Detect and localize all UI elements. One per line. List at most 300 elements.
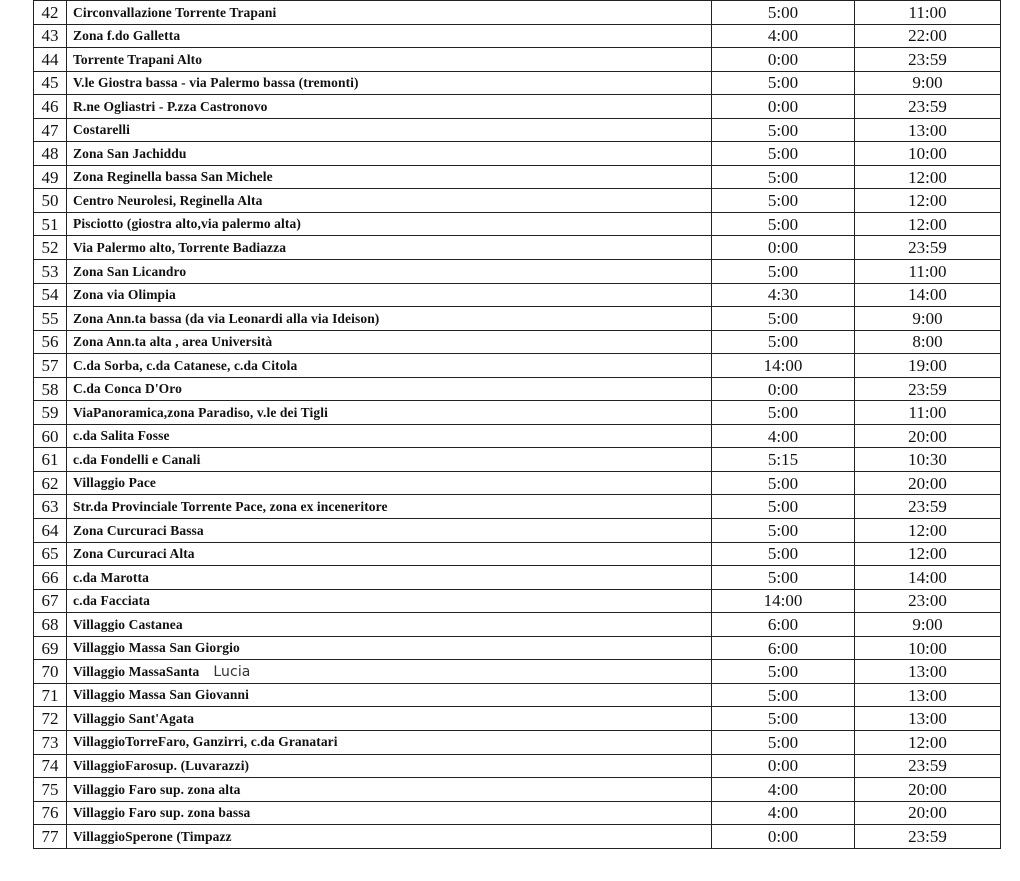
row-number-text: 47 xyxy=(41,120,59,140)
end-time-cell xyxy=(855,660,1001,684)
start-time-cell xyxy=(712,707,855,731)
end-time-cell xyxy=(855,71,1001,95)
start-time-text: 5:00 xyxy=(767,473,799,493)
end-time-text: 20:00 xyxy=(908,473,947,493)
table-row xyxy=(34,754,1001,778)
zone-name-text: Villaggio Massa San Giorgio xyxy=(73,640,240,656)
start-time-cell xyxy=(712,330,855,354)
zone-name-text: c.da Fondelli e Canali xyxy=(73,451,201,467)
end-time-cell xyxy=(855,189,1001,213)
table-row xyxy=(34,118,1001,142)
zone-name-cell xyxy=(67,354,712,378)
row-number-cell xyxy=(34,260,67,284)
row-number-text: 48 xyxy=(41,144,59,164)
table-row xyxy=(34,307,1001,331)
zone-name-text: Villaggio Faro sup. zona alta xyxy=(73,781,241,797)
start-time-cell xyxy=(712,589,855,613)
table-row xyxy=(34,95,1001,119)
row-number-text: 42 xyxy=(41,2,59,22)
zone-name-text: V.le Giostra bassa - via Palermo bassa (tremonti) xyxy=(73,75,359,91)
end-time-cell xyxy=(855,707,1001,731)
end-time-cell xyxy=(855,95,1001,119)
end-time-cell xyxy=(855,401,1001,425)
zone-name-cell xyxy=(67,307,712,331)
end-time-text: 20:00 xyxy=(908,803,947,823)
zone-name-cell xyxy=(67,660,712,684)
start-time-text: 4:00 xyxy=(767,779,799,799)
zone-name-text: Costarelli xyxy=(73,122,130,138)
zone-name-cell xyxy=(67,283,712,307)
table-row xyxy=(34,212,1001,236)
row-number-cell xyxy=(34,401,67,425)
end-time-cell xyxy=(855,424,1001,448)
row-number-text: 57 xyxy=(41,355,59,375)
start-time-cell xyxy=(712,683,855,707)
zone-name-cell xyxy=(67,424,712,448)
zone-name-text: c.da Facciata xyxy=(73,593,151,609)
row-number-cell xyxy=(34,142,67,166)
schedule-table xyxy=(33,0,1001,849)
row-number-text: 61 xyxy=(41,450,59,470)
end-time-text: 9:00 xyxy=(912,308,943,328)
row-number-cell xyxy=(34,754,67,778)
schedule-table-body xyxy=(34,1,1001,849)
end-time-cell xyxy=(855,377,1001,401)
row-number-cell xyxy=(34,519,67,543)
table-row xyxy=(34,801,1001,825)
zone-name-text: Villaggio MassaSanta xyxy=(73,663,200,679)
start-time-text: 0:00 xyxy=(767,826,799,846)
handwritten-note: Lucia xyxy=(213,663,251,680)
row-number-cell xyxy=(34,95,67,119)
zone-name-text: Zona Ann.ta bassa (da via Leonardi alla via Ideison) xyxy=(73,310,380,326)
end-time-text: 20:00 xyxy=(908,426,947,446)
end-time-cell xyxy=(855,260,1001,284)
start-time-cell xyxy=(712,519,855,543)
row-number-text: 77 xyxy=(41,826,59,846)
table-row xyxy=(34,165,1001,189)
row-number-text: 55 xyxy=(41,308,59,328)
zone-name-text: Zona Curcuraci Bassa xyxy=(73,522,204,538)
start-time-cell xyxy=(712,71,855,95)
row-number-text: 75 xyxy=(41,779,59,799)
table-row xyxy=(34,401,1001,425)
end-time-text: 23:00 xyxy=(908,591,947,611)
zone-name-cell xyxy=(67,495,712,519)
end-time-text: 10:00 xyxy=(908,638,947,658)
row-number-text: 64 xyxy=(41,520,59,540)
zone-name-cell xyxy=(67,377,712,401)
row-number-cell xyxy=(34,613,67,637)
zone-name-cell xyxy=(67,260,712,284)
end-time-cell xyxy=(855,165,1001,189)
zone-name-text: Zona Ann.ta alta , area Università xyxy=(73,334,273,350)
zone-name-text: c.da Marotta xyxy=(73,569,149,585)
table-row xyxy=(34,589,1001,613)
zone-name-cell xyxy=(67,401,712,425)
start-time-cell xyxy=(712,401,855,425)
row-number-text: 60 xyxy=(41,426,59,446)
start-time-text: 5:00 xyxy=(767,214,799,234)
end-time-text: 11:00 xyxy=(908,261,947,281)
end-time-cell xyxy=(855,566,1001,590)
start-time-text: 0:00 xyxy=(767,238,799,258)
zone-name-text: ViaPanoramica,zona Paradiso, v.le dei Tigli xyxy=(73,404,328,420)
zone-name-text: Zona San Jachiddu xyxy=(73,145,187,161)
start-time-cell xyxy=(712,189,855,213)
row-number-text: 62 xyxy=(41,473,59,493)
zone-name-cell xyxy=(67,165,712,189)
end-time-text: 14:00 xyxy=(908,567,947,587)
row-number-cell xyxy=(34,471,67,495)
table-row xyxy=(34,424,1001,448)
end-time-text: 13:00 xyxy=(908,662,947,682)
start-time-text: 0:00 xyxy=(767,49,799,69)
start-time-text: 5:00 xyxy=(767,144,799,164)
end-time-cell xyxy=(855,212,1001,236)
row-number-cell xyxy=(34,778,67,802)
zone-name-cell xyxy=(67,212,712,236)
row-number-cell xyxy=(34,801,67,825)
start-time-cell xyxy=(712,424,855,448)
end-time-text: 11:00 xyxy=(908,2,947,22)
row-number-text: 68 xyxy=(41,614,59,634)
zone-name-cell xyxy=(67,801,712,825)
row-number-cell xyxy=(34,212,67,236)
zone-name-text: VillaggioSperone (Timpazz xyxy=(73,828,232,844)
row-number-cell xyxy=(34,165,67,189)
start-time-text: 5:15 xyxy=(767,450,799,470)
table-row xyxy=(34,613,1001,637)
table-row xyxy=(34,542,1001,566)
start-time-text: 6:00 xyxy=(767,638,799,658)
start-time-text: 0:00 xyxy=(767,756,799,776)
start-time-cell xyxy=(712,118,855,142)
table-row xyxy=(34,48,1001,72)
start-time-text: 5:00 xyxy=(767,73,799,93)
row-number-text: 74 xyxy=(41,756,59,776)
end-time-text: 23:59 xyxy=(908,379,947,399)
end-time-cell xyxy=(855,48,1001,72)
start-time-text: 5:00 xyxy=(767,403,799,423)
zone-name-cell xyxy=(67,825,712,849)
start-time-text: 14:00 xyxy=(763,591,803,611)
table-row xyxy=(34,660,1001,684)
end-time-text: 23:59 xyxy=(908,238,947,258)
table-row xyxy=(34,189,1001,213)
start-time-text: 5:00 xyxy=(767,191,799,211)
row-number-cell xyxy=(34,24,67,48)
start-time-cell xyxy=(712,778,855,802)
start-time-cell xyxy=(712,236,855,260)
end-time-text: 20:00 xyxy=(908,779,947,799)
zone-name-cell xyxy=(67,778,712,802)
table-row xyxy=(34,142,1001,166)
start-time-text: 5:00 xyxy=(767,567,799,587)
row-number-cell xyxy=(34,48,67,72)
table-row xyxy=(34,260,1001,284)
row-number-text: 58 xyxy=(41,379,59,399)
end-time-cell xyxy=(855,754,1001,778)
zone-name-cell xyxy=(67,636,712,660)
start-time-text: 6:00 xyxy=(767,614,799,634)
row-number-text: 76 xyxy=(41,803,59,823)
start-time-text: 5:00 xyxy=(767,120,799,140)
row-number-text: 51 xyxy=(41,214,59,234)
zone-name-cell xyxy=(67,754,712,778)
zone-name-text: VillaggioFarosup. (Luvarazzi) xyxy=(73,758,250,774)
start-time-text: 4:00 xyxy=(767,803,799,823)
end-time-cell xyxy=(855,283,1001,307)
row-number-cell xyxy=(34,495,67,519)
table-row xyxy=(34,566,1001,590)
end-time-text: 12:00 xyxy=(908,520,947,540)
end-time-text: 22:00 xyxy=(908,26,947,46)
end-time-cell xyxy=(855,1,1001,25)
start-time-text: 5:00 xyxy=(767,732,799,752)
start-time-text: 5:00 xyxy=(767,332,799,352)
start-time-text: 5:00 xyxy=(767,167,799,187)
end-time-text: 9:00 xyxy=(912,614,943,634)
zone-name-cell xyxy=(67,71,712,95)
start-time-cell xyxy=(712,24,855,48)
zone-name-text: Zona f.do Galletta xyxy=(73,28,181,44)
row-number-text: 70 xyxy=(41,662,59,682)
zone-name-cell xyxy=(67,566,712,590)
start-time-text: 0:00 xyxy=(767,96,799,116)
start-time-text: 5:00 xyxy=(767,261,799,281)
zone-name-cell xyxy=(67,471,712,495)
row-number-cell xyxy=(34,118,67,142)
zone-name-text: Zona Curcuraci Alta xyxy=(73,546,195,562)
zone-name-cell xyxy=(67,236,712,260)
start-time-cell xyxy=(712,542,855,566)
zone-name-text: Villaggio Sant'Agata xyxy=(73,710,195,726)
zone-name-cell xyxy=(67,613,712,637)
row-number-cell xyxy=(34,354,67,378)
row-number-cell xyxy=(34,283,67,307)
start-time-cell xyxy=(712,377,855,401)
end-time-cell xyxy=(855,471,1001,495)
zone-name-cell xyxy=(67,24,712,48)
row-number-cell xyxy=(34,71,67,95)
end-time-text: 11:00 xyxy=(908,403,947,423)
table-row xyxy=(34,707,1001,731)
row-number-text: 66 xyxy=(41,567,59,587)
row-number-cell xyxy=(34,825,67,849)
start-time-cell xyxy=(712,1,855,25)
end-time-text: 14:00 xyxy=(908,285,947,305)
end-time-cell xyxy=(855,730,1001,754)
start-time-cell xyxy=(712,165,855,189)
row-number-text: 72 xyxy=(41,709,59,729)
zone-name-text: Villaggio Castanea xyxy=(73,616,183,632)
table-row xyxy=(34,825,1001,849)
end-time-text: 10:00 xyxy=(908,144,947,164)
zone-name-text: Villaggio Pace xyxy=(73,475,157,491)
table-row xyxy=(34,683,1001,707)
start-time-text: 5:00 xyxy=(767,2,799,22)
start-time-text: 4:00 xyxy=(767,426,799,446)
zone-name-cell xyxy=(67,118,712,142)
end-time-text: 10:30 xyxy=(908,450,947,470)
end-time-text: 23:59 xyxy=(908,49,947,69)
end-time-cell xyxy=(855,142,1001,166)
zone-name-text: Circonvallazione Torrente Trapani xyxy=(73,4,277,20)
table-row xyxy=(34,636,1001,660)
row-number-cell xyxy=(34,636,67,660)
row-number-text: 44 xyxy=(41,49,59,69)
table-row xyxy=(34,71,1001,95)
start-time-cell xyxy=(712,754,855,778)
start-time-cell xyxy=(712,613,855,637)
table-row xyxy=(34,377,1001,401)
row-number-text: 65 xyxy=(41,544,59,564)
start-time-cell xyxy=(712,471,855,495)
start-time-cell xyxy=(712,283,855,307)
start-time-text: 5:00 xyxy=(767,685,799,705)
zone-name-text: R.ne Ogliastri - P.zza Castronovo xyxy=(73,98,268,114)
end-time-text: 23:59 xyxy=(908,497,947,517)
row-number-text: 56 xyxy=(41,332,59,352)
zone-name-cell xyxy=(67,95,712,119)
zone-name-cell xyxy=(67,330,712,354)
table-row xyxy=(34,519,1001,543)
row-number-cell xyxy=(34,1,67,25)
end-time-cell xyxy=(855,542,1001,566)
end-time-text: 13:00 xyxy=(908,685,947,705)
start-time-cell xyxy=(712,48,855,72)
zone-name-cell xyxy=(67,142,712,166)
zone-name-text: C.da Conca D'Oro xyxy=(73,381,182,397)
row-number-text: 59 xyxy=(41,403,59,423)
table-row xyxy=(34,495,1001,519)
table-row xyxy=(34,236,1001,260)
zone-name-cell xyxy=(67,683,712,707)
end-time-cell xyxy=(855,683,1001,707)
end-time-text: 12:00 xyxy=(908,214,947,234)
end-time-text: 23:59 xyxy=(908,826,947,846)
zone-name-text: Villaggio Faro sup. zona bassa xyxy=(73,805,251,821)
row-number-cell xyxy=(34,448,67,472)
start-time-text: 5:00 xyxy=(767,709,799,729)
zone-name-cell xyxy=(67,542,712,566)
end-time-text: 13:00 xyxy=(908,120,947,140)
row-number-cell xyxy=(34,236,67,260)
row-number-cell xyxy=(34,377,67,401)
end-time-text: 12:00 xyxy=(908,167,947,187)
end-time-cell xyxy=(855,307,1001,331)
end-time-cell xyxy=(855,519,1001,543)
row-number-text: 49 xyxy=(41,167,59,187)
table-row xyxy=(34,330,1001,354)
end-time-cell xyxy=(855,613,1001,637)
end-time-cell xyxy=(855,825,1001,849)
zone-name-cell xyxy=(67,48,712,72)
zone-name-text: VillaggioTorreFaro, Ganzirri, c.da Granatari xyxy=(73,734,338,750)
row-number-text: 73 xyxy=(41,732,59,752)
zone-name-text: Torrente Trapani Alto xyxy=(73,51,203,67)
end-time-text: 19:00 xyxy=(908,355,947,375)
table-row xyxy=(34,471,1001,495)
zone-name-cell xyxy=(67,707,712,731)
start-time-text: 5:00 xyxy=(767,497,799,517)
end-time-cell xyxy=(855,236,1001,260)
start-time-text: 0:00 xyxy=(767,379,799,399)
start-time-cell xyxy=(712,95,855,119)
row-number-text: 45 xyxy=(41,73,59,93)
end-time-text: 23:59 xyxy=(908,756,947,776)
table-row xyxy=(34,778,1001,802)
row-number-cell xyxy=(34,330,67,354)
start-time-cell xyxy=(712,354,855,378)
zone-name-text: Str.da Provinciale Torrente Pace, zona ex inceneritore xyxy=(73,499,388,514)
zone-name-cell xyxy=(67,589,712,613)
zone-name-text: Villaggio Massa San Giovanni xyxy=(73,687,249,703)
row-number-cell xyxy=(34,589,67,613)
row-number-text: 69 xyxy=(41,638,59,658)
end-time-text: 13:00 xyxy=(908,709,947,729)
start-time-cell xyxy=(712,307,855,331)
start-time-cell xyxy=(712,636,855,660)
end-time-cell xyxy=(855,330,1001,354)
start-time-cell xyxy=(712,212,855,236)
row-number-text: 52 xyxy=(41,238,59,258)
zone-name-text: Zona Reginella bassa San Michele xyxy=(73,169,273,185)
end-time-cell xyxy=(855,778,1001,802)
zone-name-cell xyxy=(67,448,712,472)
end-time-cell xyxy=(855,448,1001,472)
zone-name-cell xyxy=(67,519,712,543)
table-row xyxy=(34,448,1001,472)
table-row xyxy=(34,354,1001,378)
row-number-cell xyxy=(34,707,67,731)
zone-name-text: c.da Salita Fosse xyxy=(73,428,170,444)
start-time-cell xyxy=(712,801,855,825)
row-number-cell xyxy=(34,307,67,331)
zone-name-text: Pisciotto (giostra alto,via palermo alta) xyxy=(73,216,301,232)
table-row xyxy=(34,24,1001,48)
zone-name-cell xyxy=(67,189,712,213)
start-time-cell xyxy=(712,660,855,684)
zone-name-text: C.da Sorba, c.da Catanese, c.da Citola xyxy=(73,357,298,373)
end-time-cell xyxy=(855,801,1001,825)
table-row xyxy=(34,283,1001,307)
zone-name-text: Zona San Licandro xyxy=(73,263,187,279)
row-number-cell xyxy=(34,730,67,754)
start-time-text: 5:00 xyxy=(767,520,799,540)
row-number-text: 53 xyxy=(41,261,59,281)
row-number-cell xyxy=(34,683,67,707)
row-number-cell xyxy=(34,424,67,448)
row-number-text: 46 xyxy=(41,96,59,116)
start-time-cell xyxy=(712,730,855,754)
end-time-text: 23:59 xyxy=(908,96,947,116)
zone-name-text: Zona via Olimpia xyxy=(73,287,176,303)
end-time-cell xyxy=(855,636,1001,660)
zone-name-cell xyxy=(67,730,712,754)
start-time-text: 4:30 xyxy=(767,285,799,305)
start-time-cell xyxy=(712,142,855,166)
end-time-cell xyxy=(855,589,1001,613)
row-number-cell xyxy=(34,566,67,590)
row-number-cell xyxy=(34,660,67,684)
start-time-text: 4:00 xyxy=(767,26,799,46)
row-number-text: 54 xyxy=(41,285,59,305)
start-time-cell xyxy=(712,260,855,284)
zone-name-text: Centro Neurolesi, Reginella Alta xyxy=(73,192,263,208)
end-time-text: 12:00 xyxy=(908,732,947,752)
